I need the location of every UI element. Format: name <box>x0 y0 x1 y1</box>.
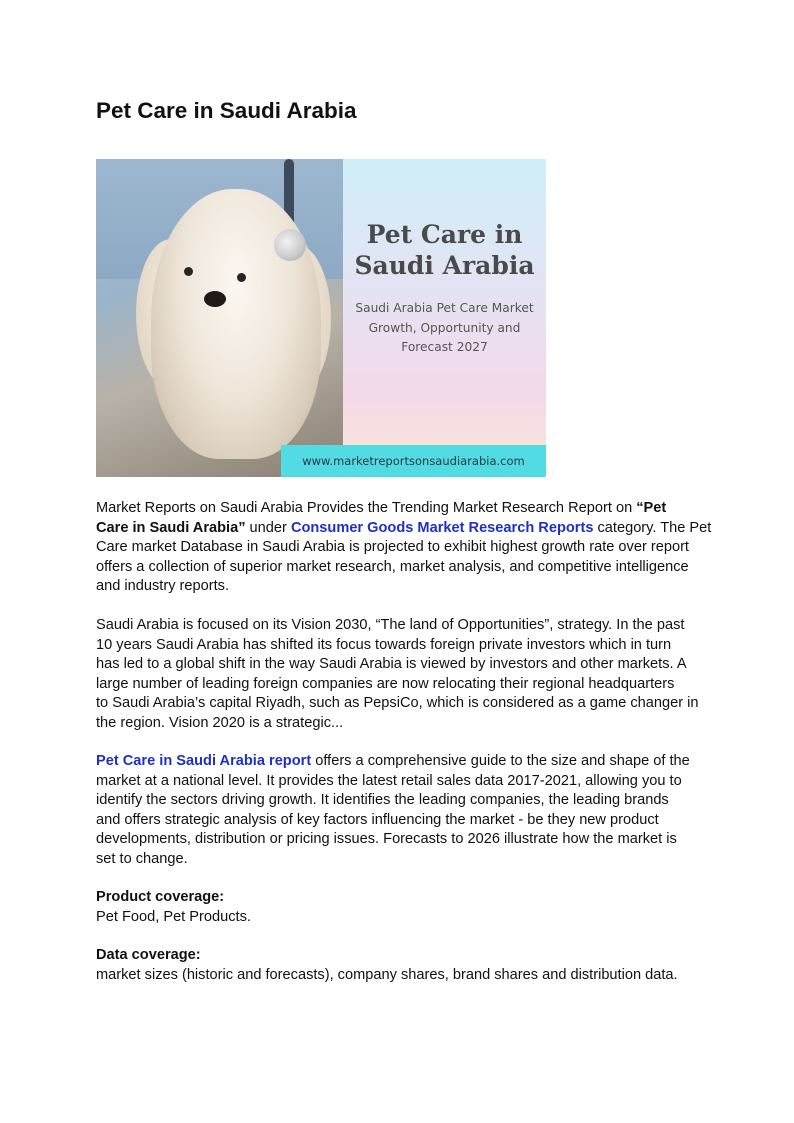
text-line: to Saudi Arabia’s capital Riyadh, such as PepsiCo, which is considered as a game changer in <box>96 695 699 711</box>
text-line: identify the sectors driving growth. It identifies the leading companies, the leading brands <box>96 792 669 808</box>
banner-heading-line: Pet Care in <box>366 220 523 249</box>
vision-paragraph <box>96 616 706 733</box>
text-run: category. The Pet <box>593 519 712 536</box>
text-line: and offers strategic analysis of key factors influencing the market - be they new product <box>96 811 659 828</box>
banner-subtitle-line: Forecast 2027 <box>401 340 488 354</box>
report-name-bold: Care in Saudi Arabia” <box>96 519 246 536</box>
text-line: Saudi Arabia is focused on its Vision 2030, “The land of Opportunities”, strategy. In the past <box>96 617 685 633</box>
text-line: Care market Database in Saudi Arabia is projected to exhibit highest growth rate over report <box>96 539 689 555</box>
text-run: under <box>245 519 291 536</box>
product-coverage-text: Pet Food, Pet Products. <box>96 908 251 925</box>
data-coverage-text: market sizes (historic and forecasts), company shares, brand shares and distribution data. <box>96 966 678 983</box>
dog-nose <box>204 291 226 307</box>
report-name-bold: “Pet <box>636 500 667 516</box>
banner-url: www.marketreportsonsaudiarabia.com <box>302 454 525 468</box>
text-line: set to change. <box>96 850 188 867</box>
dog-eye-right <box>237 273 246 282</box>
product-coverage-section <box>96 888 706 927</box>
banner-subtitle-line: Growth, Opportunity and <box>368 320 521 335</box>
product-coverage-heading: Product coverage: <box>96 889 225 905</box>
banner-text-panel <box>343 159 546 477</box>
report-paragraph <box>96 752 706 869</box>
text-line: large number of leading foreign companies are now relocating their regional headquarters <box>96 675 675 692</box>
banner-heading <box>343 219 546 281</box>
text-line: developments, distribution or pricing issues. Forecasts to 2026 illustrate how the market is <box>96 831 677 847</box>
text-line: the region. Vision 2020 is a strategic... <box>96 714 344 731</box>
text-line: offers a collection of superior market research, market analysis, and competitive intelligence <box>96 558 689 575</box>
page-title: Pet Care in Saudi Arabia <box>96 98 357 123</box>
text-line <box>96 519 712 539</box>
text-line <box>96 499 706 519</box>
text-line: market at a national level. It provides the latest retail sales data 2017-2021, allowing you to <box>96 772 682 789</box>
banner-url-bar <box>281 445 546 477</box>
dog-photo <box>96 159 343 477</box>
data-coverage-heading: Data coverage: <box>96 947 201 963</box>
text-run: offers a comprehensive guide to the size and shape of the <box>311 753 690 769</box>
text-line: 10 years Saudi Arabia has shifted its focus towards foreign private investors which in turn <box>96 636 672 653</box>
banner-subtitle-line: Saudi Arabia Pet Care Market <box>355 301 534 315</box>
stethoscope-icon <box>274 229 306 261</box>
dog-eye-left <box>184 267 193 276</box>
banner-heading-line: Saudi Arabia <box>354 251 535 280</box>
text-line: has led to a global shift in the way Saudi Arabia is viewed by investors and other markets. A <box>96 656 687 672</box>
intro-paragraph <box>96 499 712 597</box>
banner-subtitle <box>343 299 546 358</box>
text-line <box>96 752 706 772</box>
report-link[interactable]: Pet Care in Saudi Arabia report <box>96 753 312 769</box>
text-line: and industry reports. <box>96 578 230 594</box>
report-banner-image <box>96 159 546 477</box>
text-run: Market Reports on Saudi Arabia Provides the Trending Market Research Report on <box>96 500 637 516</box>
data-coverage-section <box>96 946 706 985</box>
consumer-goods-reports-link[interactable]: Consumer Goods Market Research Reports <box>290 519 594 536</box>
